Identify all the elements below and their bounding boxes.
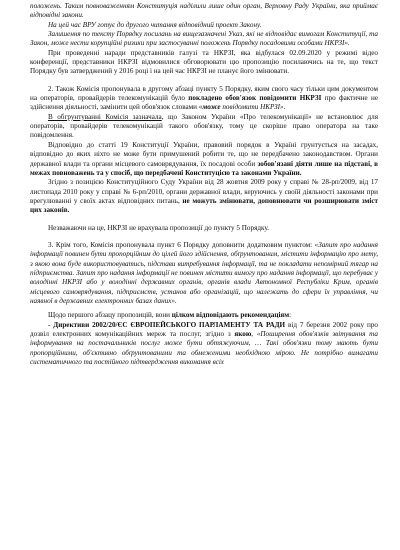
text: , що Законом України «Про телекомунікації» не встановлює для операторів, провайдерів телекомунікацій такого обов'язку, тому це скоріше право оператора на таке повідомлення. [30,112,378,140]
paragraph-11 [30,311,378,320]
underlined-text: В обгрунтуванні Комісія зазначала [48,112,162,121]
bold-text: зобов'язані діяти лише на підставі, в межах повноважень та у спосіб, що передбачені Конституцією та законами України. [30,159,378,177]
italic-quote: «Поширення обов'язків звітування та інформування на постачальників послуг може бути обтяжуючим, … Такі обов'язки тому мають бути пропорційними, об'єктивно обґрунтованими та обмеженими необхідною мірою. Не потрібно вимагати систематичного та постійного підтвердження виконання всіх [30,330,378,367]
paragraph-9 [30,224,378,233]
paragraph-5 [30,85,378,113]
bold-text: - Директиви 2002/20/ЄС ЄВРОПЕЙСЬКОГО ПАРЛАМЕНТУ ТА РАДИ [48,320,286,329]
text: 3. Крім того, Комісія пропонувала пункт 6 Порядку доповнити додатковим пунктом: [48,240,315,249]
text: При проведенні наради представників галузі та НКРЗІ, яка відбулася 02.09.2020 у режимі відео конференції, представники НКРЗІ відмовилися обговорювати цю пропозицію посилаючись на те, що текст Порядку був затверджений у 2016 році і на цей час НКРЗІ не планує його змінювати. [30,48,378,76]
paragraph-6 [30,113,378,141]
bold-text: цілком відповідають рекомендаціям [171,311,290,320]
paragraph-3 [30,30,378,49]
text: Залишення по тексту Порядку посилань на вищезазначені Указ, які не відповідає вимогам Конституції, та Закон, може нести корупційні ризики при застосуванні положень Порядку посадовими особами НКРЗІ». [30,30,378,48]
paragraph-10 [30,241,378,306]
text: Відповідно до статті 19 Конституції України, правовий порядок в Україні грунтується на засадах, відповідно до яких ніхто не може бути примушений робити те, що не передбачено законодавством. Органи державної влади та органи місцевого самоврядування, їх посадові особи [30,140,378,168]
text: , [251,330,257,338]
text: Згідно з позицією Конституційного Суду України від 28 жовтня 2009 року у справі № 28-рп/2009, від 17 листопада 2010 року у справі № 6-рп/2010, органи державної влади, керуючись у своїй діяльності законами при врегулюванні у своїх актах відповідних питань, [30,178,378,205]
italic-quote: «Запит про надання інформації повинен бути пропорційним до цілей його здійснення, обґрунтованим, містити інформацію про мету, з якою вона буде використовуватись, підстави витребування інформації, та не покладати непомірний тягар на підприємства. Запит про надання інформації не повинен містити вимогу про надання інформації, що перебуває у володінні НКРЗІ або у володінні державних органів, органів влади Автономної Республіки Крим, органів місцевого самоврядування, підприємств, установ або організацій, що належать до сфери їх управління, чи наявної в державних електронних базах даних». [30,240,378,305]
text: На цей час ВРУ готує до другого читання відповідний проект Закону. [48,20,262,29]
paragraph-4 [30,49,378,77]
text: 2. Також Комісія пропонувала в другому абзаці пункту 5 Порядку, яким свого часу тільки цим документом на операторів, провайдерів телекомунікацій було [30,84,378,103]
bold-text: якою [234,330,252,338]
paragraph-1 [30,2,378,21]
paragraph-8 [30,178,378,215]
paragraph-2 [30,21,378,30]
text: : [289,311,292,320]
text: від 7 березня 2002 року про дозвіл електронних комунікаційних мереж та послуг, згідно з [30,320,378,338]
italic-text: повідомити НКРЗІ». [220,103,286,112]
text: Незважаючи на це, НКРЗІ не врахувала пропозиції до пункту 5 Порядку. [48,223,269,232]
text: Щодо першого абзацу пропозицій, вони [48,311,172,320]
bold-text: не можуть змінювати, доповнювати чи розширювати зміст цих законів. [30,196,378,215]
text: про фактичне не здійснення діяльності, замінити цей обов'язок словами « [30,94,378,112]
bold-text: покладено обов'язок повідомити НКРЗІ [188,94,322,103]
bold-italic-text: може [202,103,221,112]
text: положень. Таким повноваженням Конституція наділили лише один орган, Верховну Раду України, яка приймає відповідні закони. [30,2,378,20]
paragraph-7 [30,141,378,178]
paragraph-12 [30,321,378,368]
